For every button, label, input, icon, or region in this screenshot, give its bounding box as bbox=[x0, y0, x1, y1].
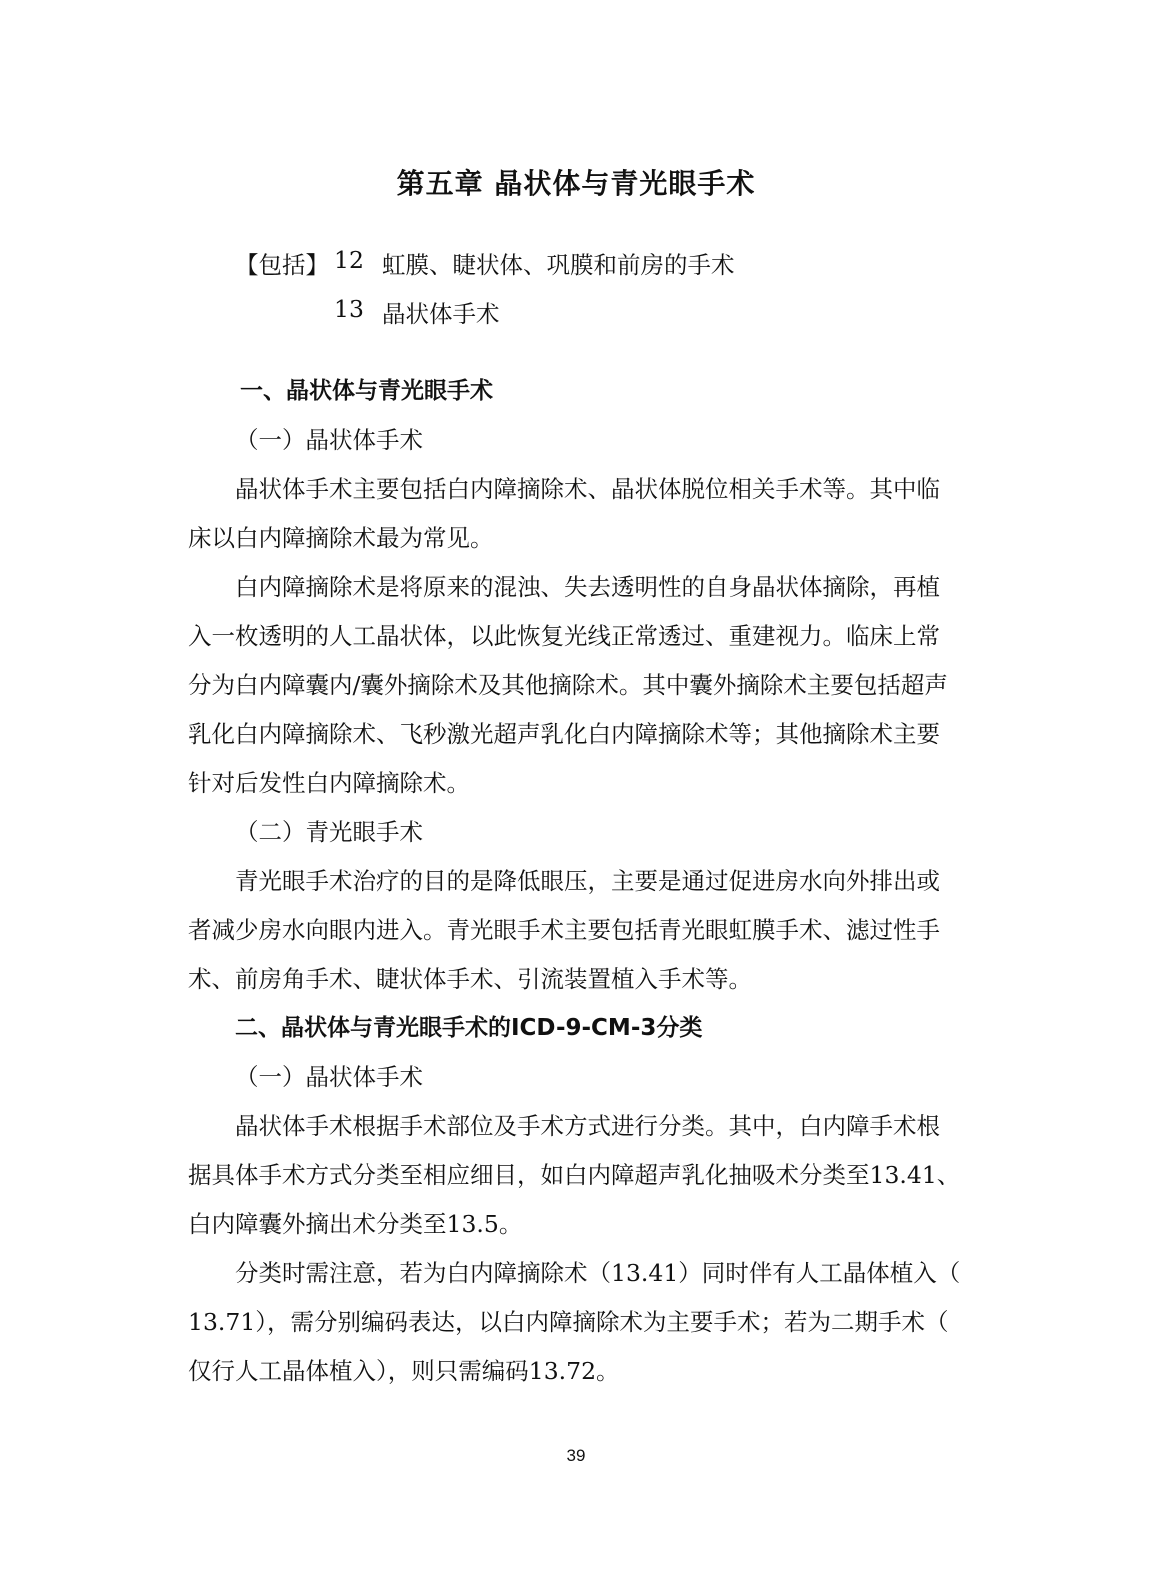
page-number: 39 bbox=[566, 1446, 586, 1465]
includes-text-2: 晶状体手术 bbox=[382, 300, 500, 328]
section-heading-2: 二、晶状体与青光眼手术的ICD-9-CM-3分类 bbox=[235, 1015, 703, 1041]
paragraph-line: 乳化白内障摘除术、飞秒激光超声乳化白内障摘除术等；其他摘除术主要 bbox=[188, 720, 940, 748]
paragraph-line: 者减少房水向眼内进入。青光眼手术主要包括青光眼虹膜手术、滤过性手 bbox=[188, 916, 940, 944]
paragraph-line: 13.71），需分别编码表达，以白内障摘除术为主要手术；若为二期手术（ bbox=[188, 1308, 949, 1336]
paragraph-line: 晶状体手术根据手术部位及手术方式进行分类。其中，白内障手术根 bbox=[235, 1112, 940, 1140]
includes-code-2: 13 bbox=[334, 295, 364, 323]
paragraph-line: 白内障摘除术是将原来的混浊、失去透明性的自身晶状体摘除，再植 bbox=[235, 573, 940, 601]
paragraph-line: 据具体手术方式分类至相应细目，如白内障超声乳化抽吸术分类至13.41、 bbox=[188, 1161, 961, 1189]
paragraph-line: 分为白内障囊内/囊外摘除术及其他摘除术。其中囊外摘除术主要包括超声 bbox=[188, 671, 948, 699]
subsection-heading-1: （一）晶状体手术 bbox=[235, 426, 423, 454]
includes-label: 【包括】 bbox=[235, 251, 329, 279]
paragraph-line: 床以白内障摘除术最为常见。 bbox=[188, 524, 494, 552]
subsection-heading-3: （一）晶状体手术 bbox=[235, 1063, 423, 1091]
paragraph-line: 仅行人工晶体植入），则只需编码13.72。 bbox=[188, 1357, 620, 1385]
section-heading-1: 一、晶状体与青光眼手术 bbox=[240, 378, 493, 404]
subsection-heading-2: （二）青光眼手术 bbox=[235, 818, 423, 846]
paragraph-line: 晶状体手术主要包括白内障摘除术、晶状体脱位相关手术等。其中临 bbox=[235, 475, 940, 503]
paragraph-line: 针对后发性白内障摘除术。 bbox=[188, 769, 470, 797]
paragraph-line: 分类时需注意，若为白内障摘除术（13.41）同时伴有人工晶体植入（ bbox=[235, 1259, 961, 1287]
paragraph-line: 青光眼手术治疗的目的是降低眼压，主要是通过促进房水向外排出或 bbox=[235, 867, 940, 895]
chapter-title: 第五章 晶状体与青光眼手术 bbox=[396, 167, 756, 200]
includes-code-1: 12 bbox=[334, 246, 364, 274]
paragraph-line: 白内障囊外摘出术分类至13.5。 bbox=[188, 1210, 523, 1238]
paragraph-line: 术、前房角手术、睫状体手术、引流装置植入手术等。 bbox=[188, 965, 752, 993]
includes-text-1: 虹膜、睫状体、巩膜和前房的手术 bbox=[382, 251, 735, 279]
paragraph-line: 入一枚透明的人工晶状体，以此恢复光线正常透过、重建视力。临床上常 bbox=[188, 622, 940, 650]
